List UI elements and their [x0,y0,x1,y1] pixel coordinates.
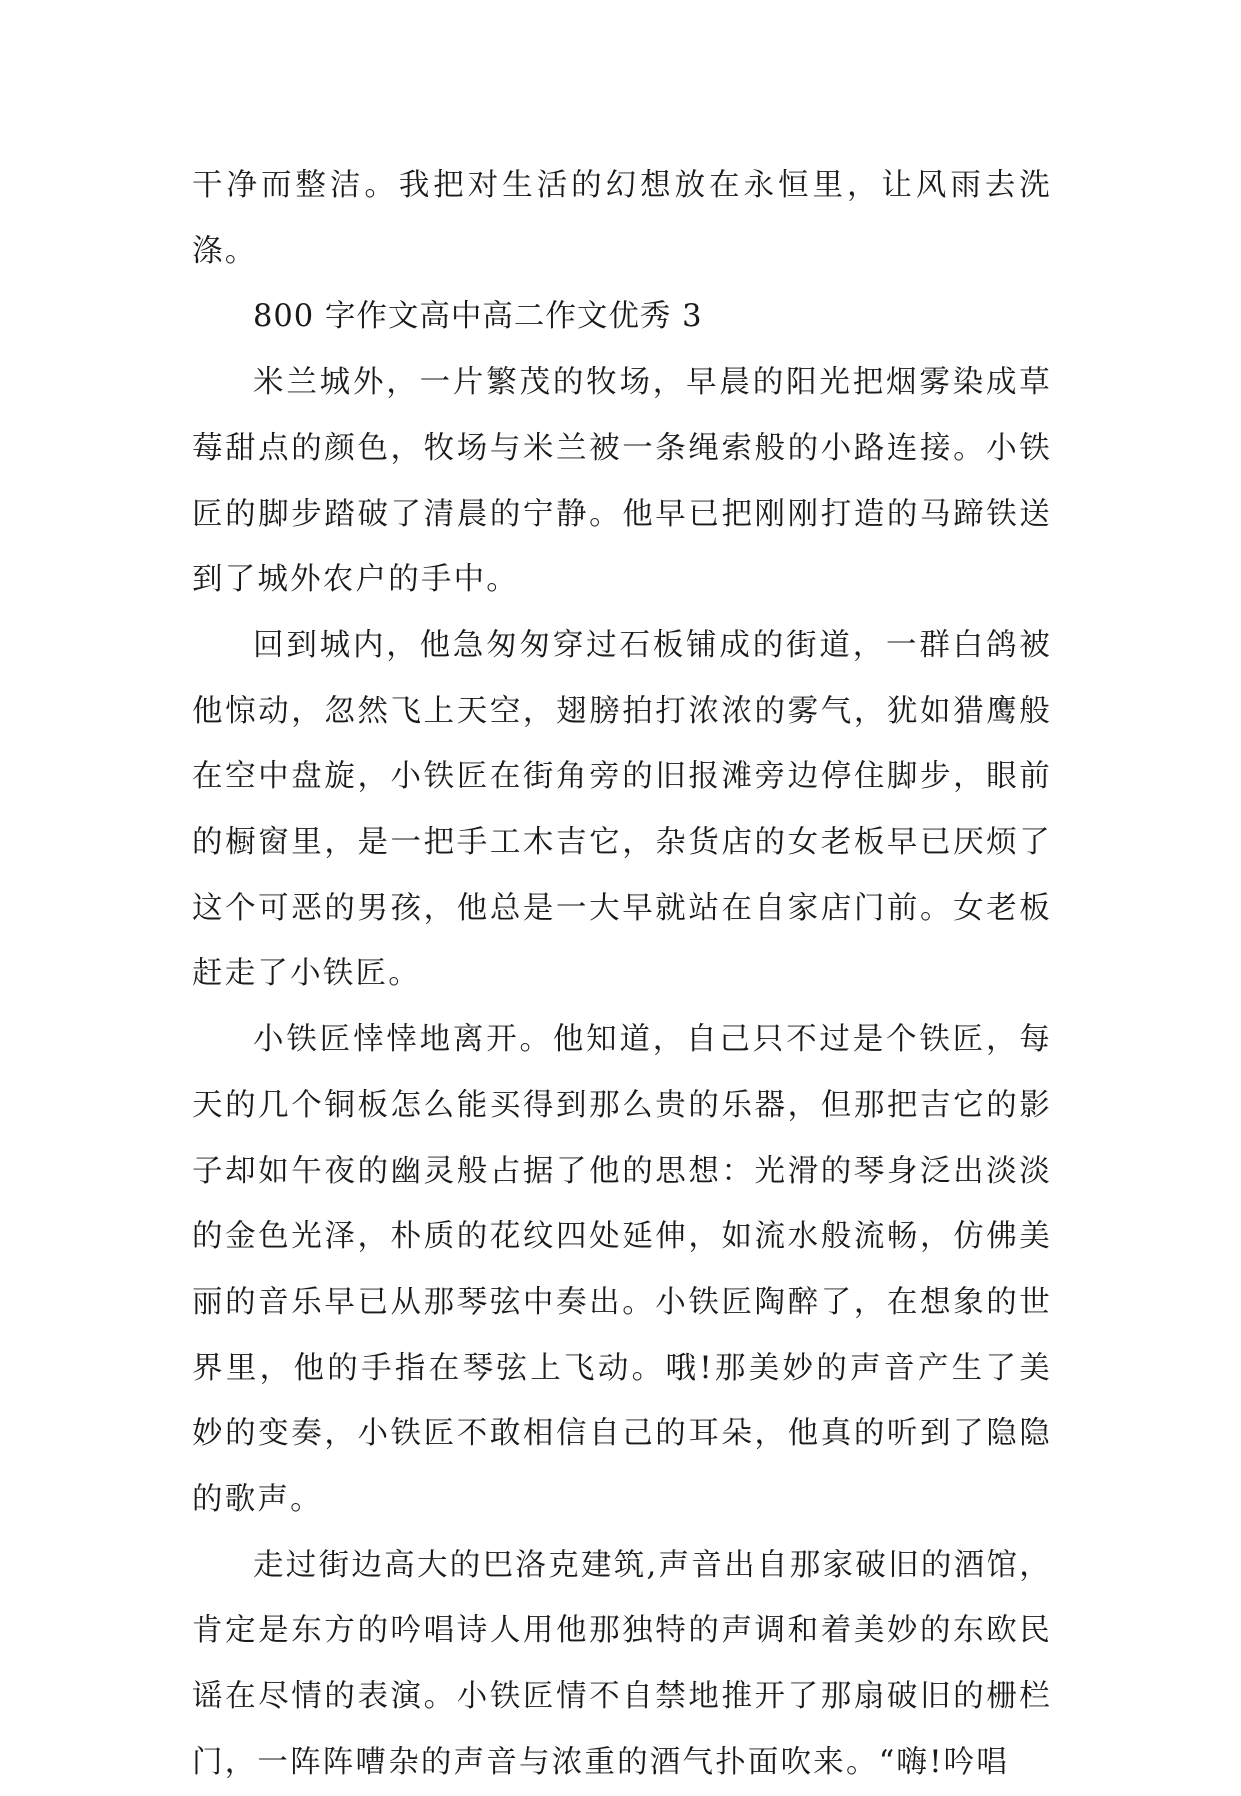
document-body [192,153,1052,1796]
paragraph: 米兰城外，一片繁茂的牧场，早晨的阳光把烟雾染成草莓甜点的颜色，牧场与米兰被一条绳索般的小路连接。小铁匠的脚步踏破了清晨的宁静。他早已把刚刚打造的马蹄铁送到了城外农户的手中。 [192,365,1052,598]
essay-heading: 800 字作文高中高二作文优秀 3 [253,299,703,335]
paragraph: 回到城内，他急匆匆穿过石板铺成的街道，一群白鸽被他惊动，忽然飞上天空，翅膀拍打浓浓的雾气，犹如猎鹰般在空中盘旋，小铁匠在街角旁的旧报滩旁边停住脚步，眼前的橱窗里，是一把手工木吉它，杂货店的女老板早已厌烦了这个可恶的男孩，他总是一大早就站在自家店门前。女老板赶走了小铁匠。 [192,627,1052,992]
paragraph: 小铁匠悻悻地离开。他知道，自己只不过是个铁匠，每天的几个铜板怎么能买得到那么贵的乐器，但那把吉它的影子却如午夜的幽灵般占据了他的思想：光滑的琴身泛出淡淡的金色光泽，朴质的花纹四处延伸，如流水般流畅，仿佛美丽的音乐早已从那琴弦中奏出。小铁匠陶醉了，在想象的世界里，他的手指在琴弦上飞动。哦!那美妙的声音产生了美妙的变奏，小铁匠不敢相信自己的耳朵，他真的听到了隐隐的歌声。 [192,1022,1052,1518]
paragraph-continuation: 干净而整洁。我把对生活的幻想放在永恒里，让风雨去洗涤。 [192,168,1052,269]
paragraph: 走过街边高大的巴洛克建筑,声音出自那家破旧的酒馆，肯定是东方的吟唱诗人用他那独特的声调和着美妙的东欧民谣在尽情的表演。小铁匠情不自禁地推开了那扇破旧的栅栏门，一阵阵嘈杂的声音与浓重的酒气扑面吹来。“嗨!吟唱 [192,1547,1052,1780]
